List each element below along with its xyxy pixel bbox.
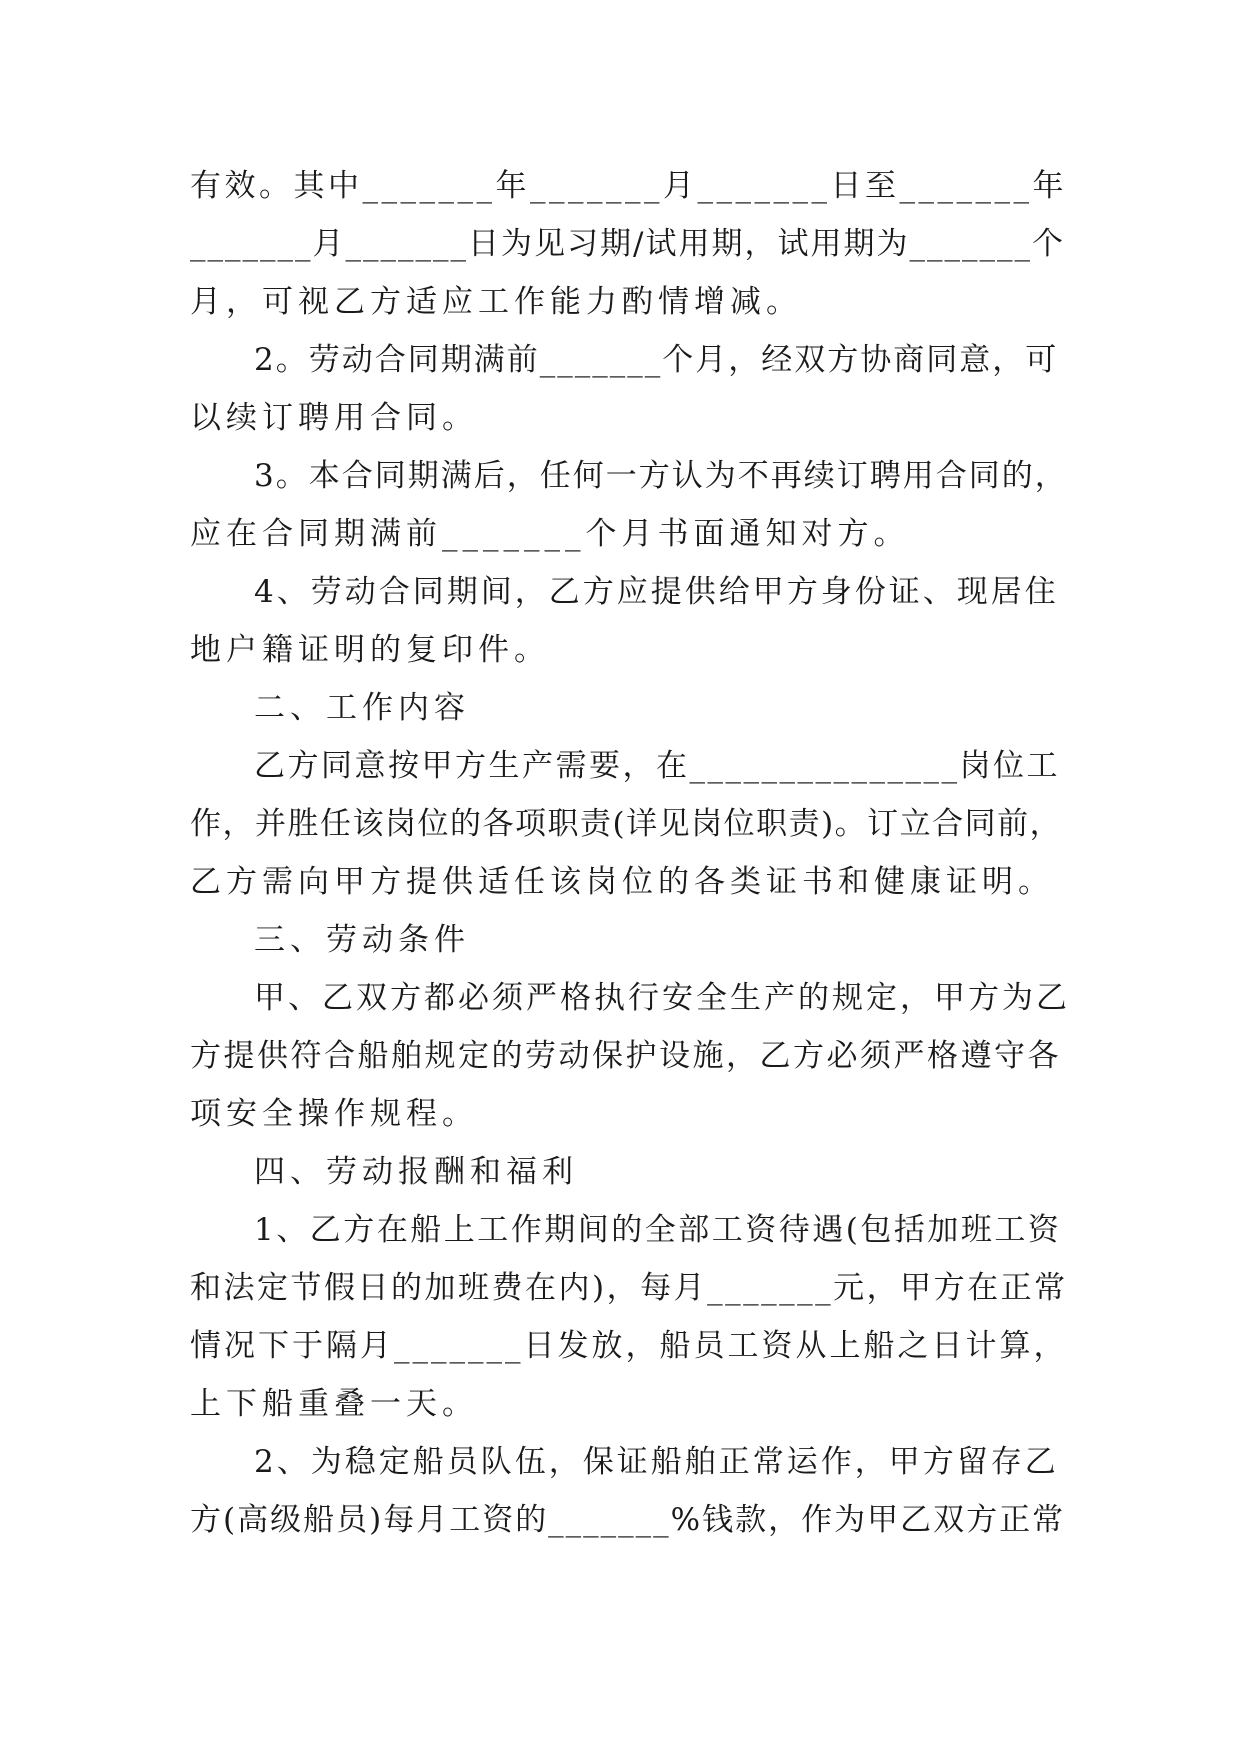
section-heading-3: 三、劳动条件 xyxy=(254,922,470,958)
text-line-3: 月，可视乙方适应工作能力酌情增减。 xyxy=(190,284,802,320)
text-line-11: 乙方同意按甲方生产需要，在_______________岗位工 xyxy=(254,748,1060,784)
text-line-23: 2、为稳定船员队伍，保证船舶正常运作，甲方留存乙 xyxy=(254,1444,1059,1480)
text-line-16: 方提供符合船舶规定的劳动保护设施，乙方必须严格遵守各 xyxy=(190,1038,1061,1074)
text-line-12: 作，并胜任该岗位的各项职责(详见岗位职责)。订立合同前， xyxy=(190,806,1063,842)
text-line-9: 地户籍证明的复印件。 xyxy=(190,632,550,668)
text-line-15: 甲、乙双方都必须严格执行安全生产的规定，甲方为乙 xyxy=(254,980,1070,1016)
text-line-6: 3。本合同期满后，任何一方认为不再续订聘用合同的， xyxy=(254,458,1068,494)
text-line-17: 项安全操作规程。 xyxy=(190,1096,478,1132)
text-line-22: 上下船重叠一天。 xyxy=(190,1386,478,1422)
text-line-4: 2。劳动合同期满前_______个月，经双方协商同意，可 xyxy=(254,342,1059,378)
text-line-20: 和法定节假日的加班费在内)，每月_______元，甲方在正常 xyxy=(190,1270,1068,1306)
text-line-19: 1、乙方在船上工作期间的全部工资待遇(包括加班工资 xyxy=(254,1212,1062,1248)
text-line-7: 应在合同期满前_______个月书面通知对方。 xyxy=(190,516,910,552)
text-line-5: 以续订聘用合同。 xyxy=(190,400,478,436)
section-heading-4: 四、劳动报酬和福利 xyxy=(254,1154,578,1190)
text-line-21: 情况下于隔月_______日发放，船员工资从上船之日计算， xyxy=(190,1328,1068,1364)
text-line-24: 方(高级船员)每月工资的_______%钱款，作为甲乙双方正常 xyxy=(190,1502,1066,1538)
section-heading-2: 二、工作内容 xyxy=(254,690,470,726)
text-line-8: 4、劳动合同期间，乙方应提供给甲方身份证、现居住 xyxy=(254,574,1059,610)
text-line-2: _______月_______日为见习期/试用期，试用期为_______个 xyxy=(190,226,1065,262)
text-line-13: 乙方需向甲方提供适任该岗位的各类证书和健康证明。 xyxy=(190,864,1054,900)
text-line-1: 有效。其中_______年_______月_______日至_______年 xyxy=(190,168,1067,204)
